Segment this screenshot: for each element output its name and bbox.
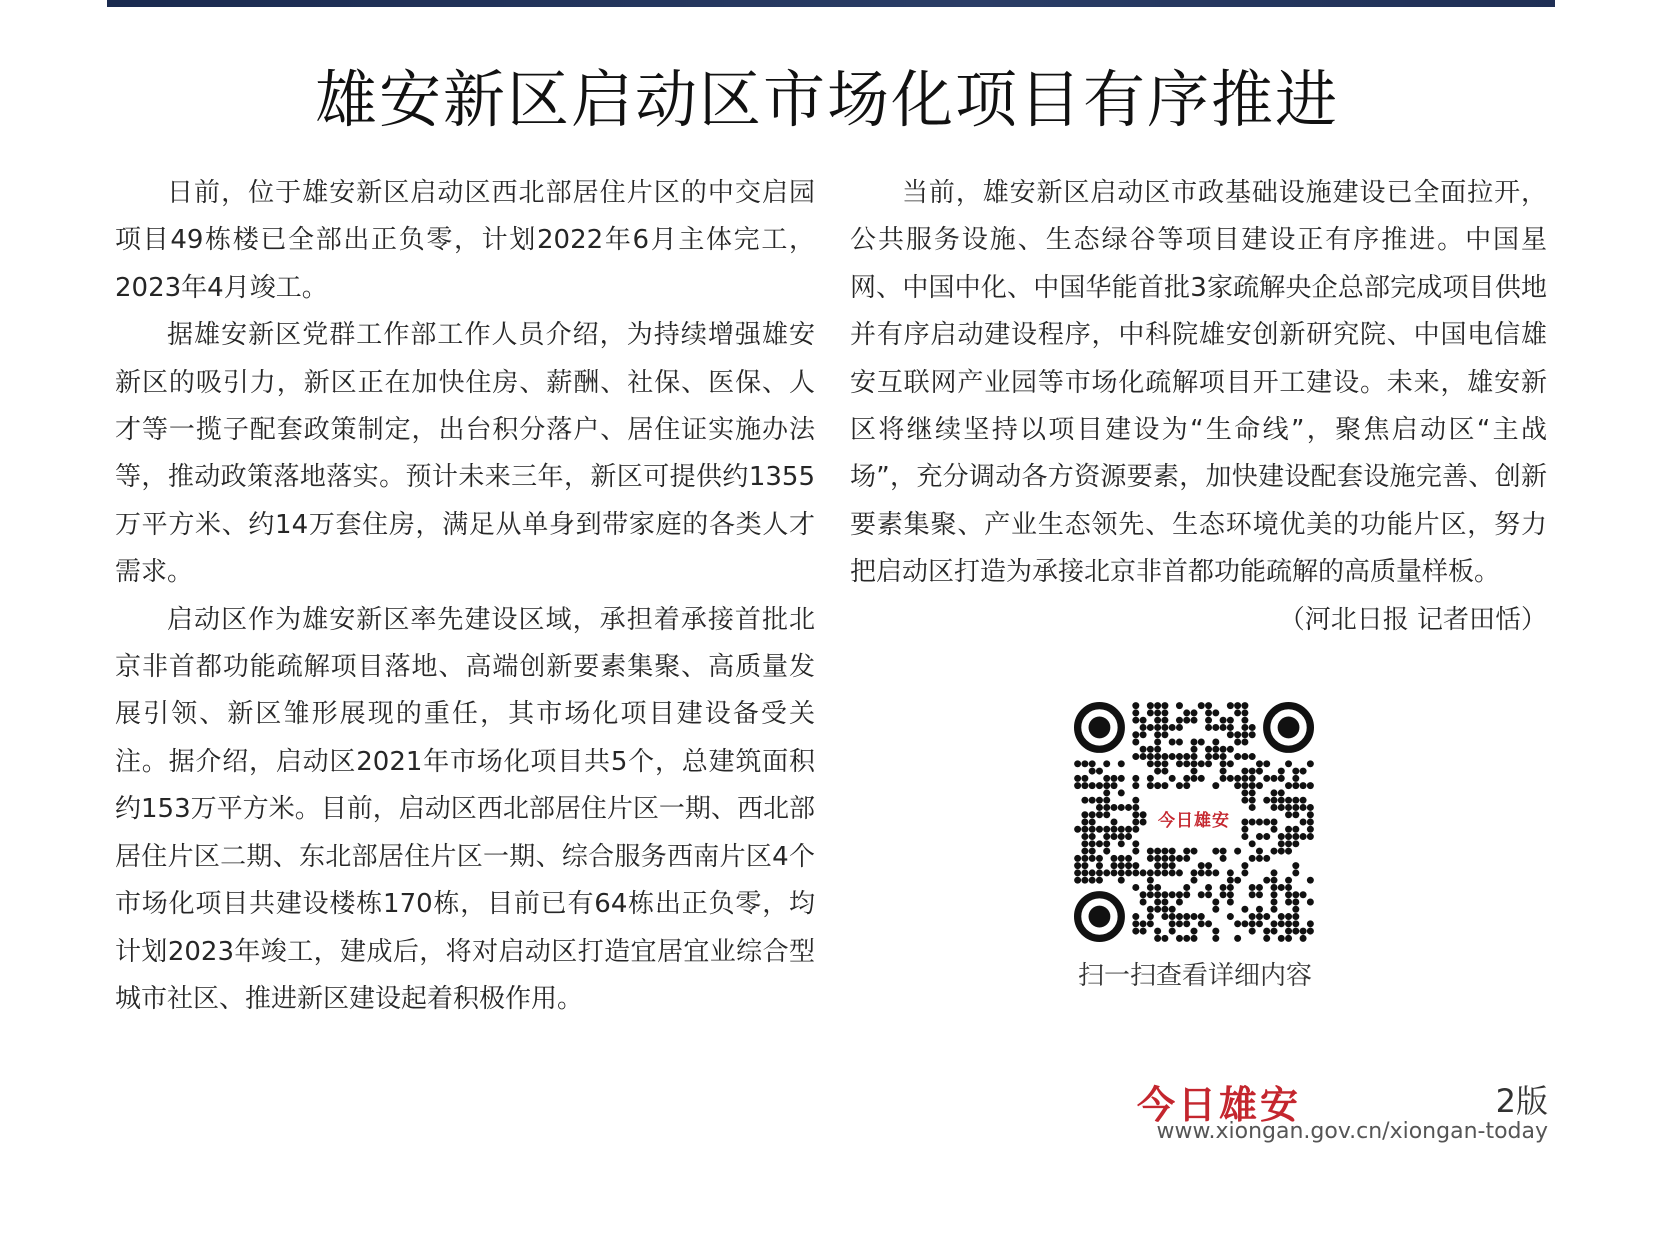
byline: （河北日报 记者田恬） bbox=[1278, 604, 1547, 635]
article-paragraph: 据雄安新区党群工作部工作人员介绍，为持续增强雄安新区的吸引力，新区正在加快住房、薪酬、社保、医保、人才等一揽子配套政策制定，出台积分落户、居住证实施办法等，推动政策落地落实。预计未来三年，新区可提供约1355万平方米、约14万套住房，满足从单身到带家庭的各类人才需求。 bbox=[115, 320, 815, 588]
article-left-column bbox=[115, 170, 815, 1023]
article-paragraph: 启动区作为雄安新区率先建设区域，承担着承接首批北京非首都功能疏解项目落地、高端创新要素集聚、高质量发展引领、新区雏形展现的重任，其市场化项目建设备受关注。据介绍，启动区2021年市场化项目共5个，总建筑面积约153万平方米。目前，启动区西北部居住片区一期、西北部居住片区二期、东北部居住片区一期、综合服务西南片区4个市场化项目共建设楼栋170栋，目前已有64栋出正负零，均计划2023年竣工，建成后，将对启动区打造宜居宜业综合型城市社区、推进新区建设起着积极作用。 bbox=[115, 604, 815, 1014]
qr-caption: 扫一扫查看详细内容 bbox=[1077, 961, 1312, 991]
qr-logo: 今日雄安 bbox=[1156, 802, 1232, 840]
qr-code[interactable] bbox=[1074, 702, 1314, 942]
article-right-column bbox=[850, 170, 1547, 644]
article-paragraph bbox=[850, 170, 1547, 635]
article-paragraph-text: 当前，雄安新区启动区市政基础设施建设已全面拉开，公共服务设施、生态绿谷等项目建设正有序推进。中国星网、中国中化、中国华能首批3家疏解央企总部完成项目供地并有序启动建设程序，中科院雄安创新研究院、中国电信雄安互联网产业园等市场化疏解项目开工建设。未来，雄安新区将继续坚持以项目建设为“生命线”，聚焦启动区“主战场”，充分调动各方资源要素，加快建设配套设施完善、创新要素集聚、产业生态领先、生态环境优美的功能片区，努力把启动区打造为承接北京非首都功能疏解的高质量样板。 bbox=[850, 178, 1547, 588]
article-paragraph: 日前，位于雄安新区启动区西北部居住片区的中交启园项目49栋楼已全部出正负零，计划2022年6月主体完工，2023年4月竣工。 bbox=[115, 178, 815, 303]
edition-number: 2版 bbox=[1495, 1082, 1548, 1120]
brand-logo: 今日雄安 bbox=[1137, 1082, 1302, 1127]
top-rule bbox=[107, 0, 1555, 7]
site-url[interactable]: www.xiongan.gov.cn/xiongan-today bbox=[1156, 1119, 1548, 1144]
page-title: 雄安新区启动区市场化项目有序推进 bbox=[314, 63, 1339, 136]
